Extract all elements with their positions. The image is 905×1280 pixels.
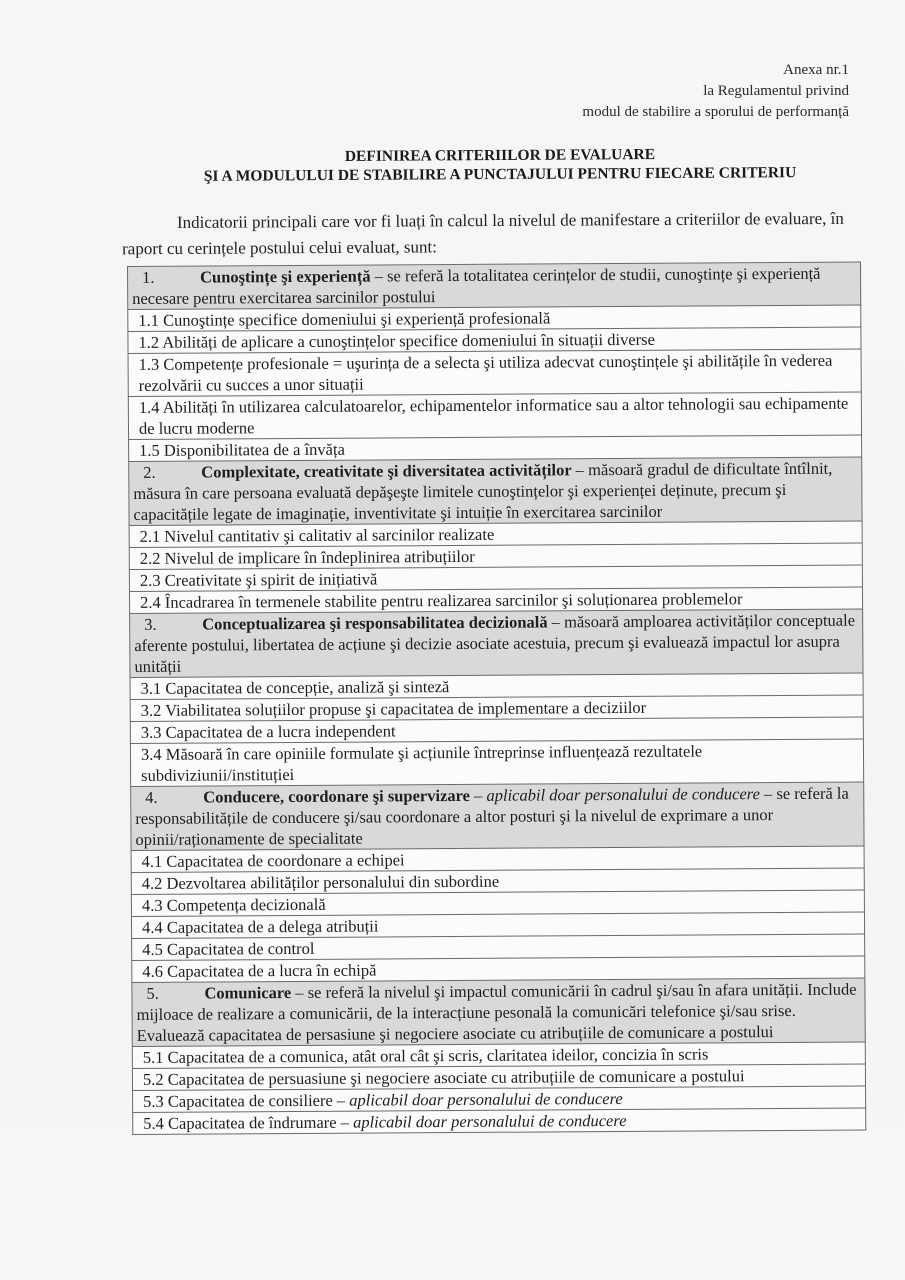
criterion-section-cell — [132, 978, 865, 1046]
indicator-text: 2.4 Încadrarea în termenele stabilite pentru realizarea sarcinilor şi soluționarea problemelor — [139, 589, 743, 612]
indicator-cell — [130, 739, 863, 786]
criterion-section-cell — [130, 609, 863, 677]
indicator-text: 5.3 Capacitatea de consiliere – — [143, 1090, 350, 1111]
indicator-text: 1.2 Abilități de aplicare a cunoştințelor specifice domeniului în situații diverse — [138, 329, 655, 352]
indicator-text: 1.4 Abilități în utilizarea calculatoarelor, echipamentelor informatice sau a altor tehnologii sau echipamente de lucru moderne — [138, 393, 849, 438]
criterion-section-cell — [128, 262, 861, 309]
indicator-cell — [128, 392, 861, 439]
indicator-row — [133, 1108, 866, 1134]
criteria-table — [127, 262, 866, 1135]
criterion-description: – se referă la totalitatea cerințelor de studii, cunoştințe şi experiență necesare pentru exercitarea sarcinilor postului — [132, 263, 821, 308]
indicator-text: 5.2 Capacitatea de persuasiune şi negociere asociate cu atribuțiile de comunicare a postului — [142, 1066, 745, 1089]
criterion-section-cell — [131, 782, 864, 850]
criterion-number: 4. — [145, 787, 158, 807]
indicator-text: 2.1 Nivelul cantitativ şi calitativ al sarcinilor realizate — [139, 524, 495, 546]
criterion-section-row — [129, 457, 862, 525]
criterion-name: Comunicare — [204, 983, 292, 1003]
criteria-table-wrapper — [127, 262, 866, 1135]
criterion-name: Cunoştințe şi experiență — [200, 266, 371, 287]
title-line-1: DEFINIREA CRITERIILOR DE EVALUARE — [344, 146, 656, 165]
criterion-applicability-note: – aplicabil doar personalului de conducere – — [469, 784, 773, 805]
title-line-2: ŞI A MODULULUI DE STABILIRE A PUNCTAJULUI PENTRU FIECARE CRITERIU — [203, 164, 797, 185]
indicator-row — [128, 349, 861, 396]
annex-header — [582, 60, 849, 123]
criterion-name: Complexitate, creativitate şi diversitatea activităților — [201, 460, 572, 482]
criterion-section-row — [130, 609, 863, 677]
indicator-text: 1.5 Disponibilitatea de a învăța — [139, 439, 345, 460]
indicator-row — [128, 392, 861, 439]
criterion-number: 2. — [143, 462, 156, 482]
criterion-number: 3. — [144, 614, 157, 634]
document-title — [120, 144, 880, 187]
indicator-text: 3.4 Măsoară în care opiniile formulate şi acțiunile întreprinse influențează rezultatele subdiviziunii/instituției — [140, 741, 703, 785]
criterion-section-row — [131, 782, 864, 850]
indicator-cell — [133, 1108, 866, 1134]
indicator-text: 4.6 Capacitatea de a lucra în echipă — [142, 960, 377, 981]
criterion-description: – măsoară gradul de dificultate întîlnit, măsura în care persoana evaluată depăşeşte limitele cunoştințelor şi experienței deținute, precum şi capacitățile legate de imaginație, inventivitate şi intuiție în exercitarea sarcinilor — [133, 458, 833, 524]
indicator-applicability-note: aplicabil doar personalului de conducere — [353, 1110, 627, 1132]
criterion-section-row — [132, 978, 865, 1046]
indicator-text: 1.3 Competențe profesionale = uşurința de a selecta şi utiliza adecvat cunoştințele şi abilitățile în vederea rezolvării cu succes a unor situații — [138, 350, 833, 395]
indicator-cell — [128, 349, 861, 396]
indicator-text: 4.2 Dezvoltarea abilităților personalului din subordine — [141, 871, 500, 893]
indicator-text: 3.1 Capacitatea de concepție, analiză şi sinteză — [140, 677, 450, 698]
criterion-description: – măsoară amploarea activităților conceptuale aferente postului, libertatea de acțiune şi decizie asociate acestuia, precum şi evaluează impactul lor asupra unității — [134, 610, 856, 676]
intro-paragraph: Indicatorii principali care vor fi luați în calcul la nivelul de manifestare a criteriilor de evaluare, în raport cu cerințele postului celui evaluat, sunt: — [122, 208, 844, 259]
indicator-text: 4.3 Competența decizională — [141, 894, 326, 915]
indicator-text: 4.5 Capacitatea de control — [142, 938, 315, 959]
criterion-number: 1. — [142, 267, 155, 287]
indicator-text: 3.3 Capacitatea de a lucra independent — [140, 721, 396, 742]
indicator-text: 4.4 Capacitatea de a delega atribuții — [141, 916, 379, 937]
criterion-name: Conceptualizarea şi responsabilitatea decizională — [202, 612, 548, 634]
indicator-text: 5.1 Capacitatea de a comunica, atât oral cât şi scris, claritatea ideilor, concizia în scris — [142, 1044, 709, 1067]
criterion-description: – se referă la nivelul şi impactul comunicării în cadrul şi/sau în afara unității. Include mijloace de realizare a comunicării, de la interacțiune pesonală la comunicări telefonice şi/sau srise. Evaluează capacitatea de persasiune şi negociere asociate cu atribuțiile de comunicare a postului — [136, 979, 857, 1045]
criterion-number: 5. — [146, 983, 159, 1003]
indicator-text: 3.2 Viabilitatea soluțiilor propuse şi capacitatea de implementare a deciziilor — [140, 697, 647, 720]
indicator-text: 2.3 Creativitate şi spirit de inițiativă — [139, 569, 378, 590]
criterion-section-row — [128, 262, 861, 309]
indicator-text: 1.1 Cunoştințe specifice domeniului şi experiență profesională — [138, 308, 551, 330]
indicator-text: 2.2 Nivelul de implicare în îndeplinirea atribuțiilor — [139, 546, 475, 568]
annex-number: Anexa nr.1 — [783, 62, 849, 78]
annex-subject: modul de stabilire a sporului de performanță — [582, 104, 849, 120]
criterion-section-cell — [129, 457, 862, 525]
indicator-text: 5.4 Capacitatea de îndrumare – — [143, 1112, 354, 1133]
annex-regulation: la Regulamentul privind — [703, 83, 849, 99]
criterion-name: Conducere, coordonare şi supervizare — [203, 785, 471, 807]
indicator-row — [130, 739, 863, 786]
indicator-text: 4.1 Capacitatea de coordonare a echipei — [141, 850, 405, 871]
criterion-description: se referă la responsabilitățile de conducere şi/sau coordonare a altor posturi şi la nivelul de exprimare a unor opinii/raționamente de specialitate — [135, 783, 849, 849]
indicator-applicability-note: aplicabil doar personalului de conducere — [349, 1088, 623, 1110]
